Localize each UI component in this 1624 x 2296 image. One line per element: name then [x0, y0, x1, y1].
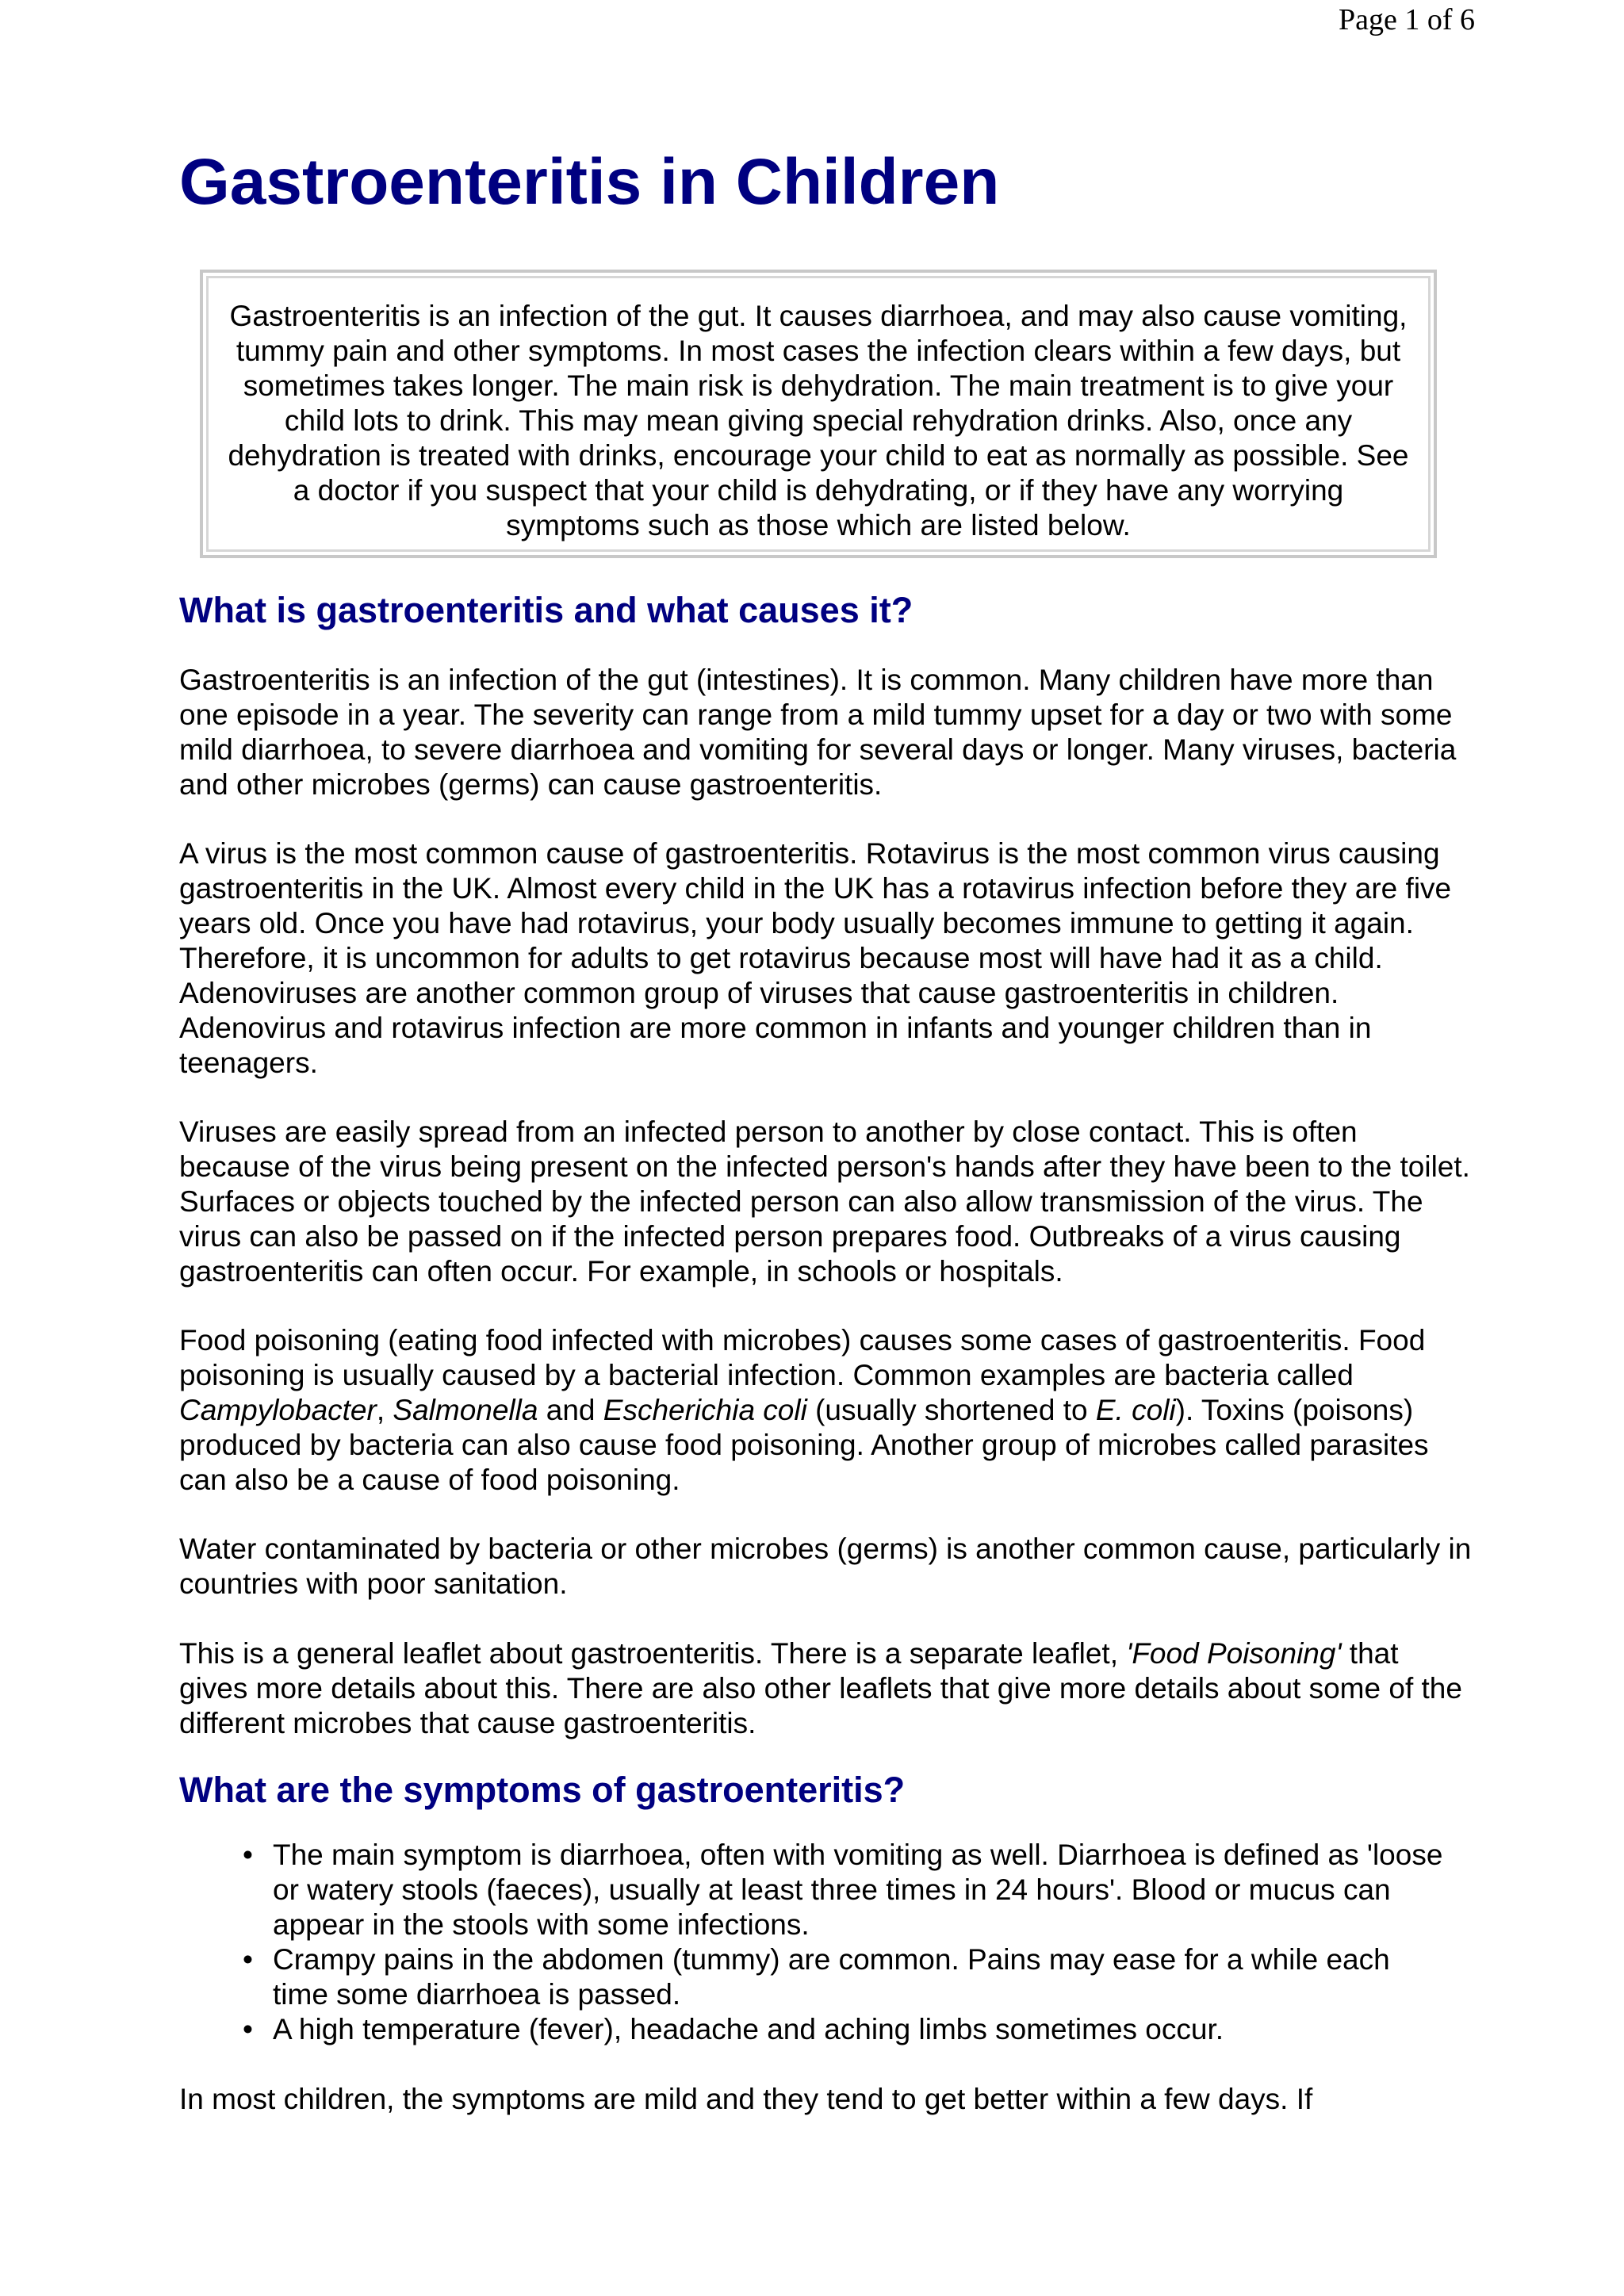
paragraph-food-poisoning [179, 1323, 1472, 1498]
term-campylobacter: Campylobacter [179, 1394, 377, 1426]
paragraph-symptoms-closing: In most children, the symptoms are mild and they tend to get better within a few days. If [179, 2083, 1313, 2115]
text-run: This is a general leaflet about gastroenteritis. There is a separate leaflet, [179, 1637, 1127, 1670]
text-run: ). Toxins (poisons) produced by bacteria can also cause food poisoning. Another group of microbes called parasites can also be a cause of food poisoning. [179, 1394, 1429, 1496]
leaflet-title: 'Food Poisoning' [1126, 1637, 1342, 1670]
paragraph-causes-3: Viruses are easily spread from an infected person to another by close contact. This is often because of the virus being present on the infected person's hands after they have been to the toilet. Surfaces or objects touched by the infected person can also allow transmission of the virus. The virus can also be passed on if the infected person prepares food. Outbreaks of a virus causing gastroenteritis can often occur. For example, in schools or hospitals. [179, 1115, 1470, 1288]
term-salmonella: Salmonella [393, 1394, 538, 1426]
paragraph-causes-2: A virus is the most common cause of gastroenteritis. Rotavirus is the most common virus causing gastroenteritis in the UK. Almost every child in the UK has a rotavirus infection before they are five years old. Once you have had rotavirus, your body usually becomes immune to getting it again. Therefore, it is uncommon for adults to get rotavirus because most will have had it as a child. Adenoviruses are another common group of viruses that cause gastroenteritis in children. Adenovirus and rotavirus infection are more common in infants and younger children than in teenagers. [179, 837, 1452, 1079]
paragraph-causes-1: Gastroenteritis is an infection of the gut (intestines). It is common. Many children have more than one episode in a year. The severity can range from a mild tummy upset for a day or two with some mild diarrhoea, to severe diarrhoea and vomiting for several days or longer. Many viruses, bacteria and other microbes (germs) can cause gastroenteritis. [179, 664, 1457, 801]
term-escherichia-coli: Escherichia coli [603, 1394, 807, 1426]
summary-text: Gastroenteritis is an infection of the gut. It causes diarrhoea, and may also cause vomiting, tummy pain and other symptoms. In most cases the infection clears within a few days, but sometimes takes longer. The main risk is dehydration. The main treatment is to give your child lots to drink. This may mean giving special rehydration drinks. Also, once any dehydration is treated with drinks, encourage your child to eat as normally as possible. See a doctor if you suspect that your child is dehydrating, or if they have any worrying symptoms such as those which are listed below. [206, 276, 1431, 552]
text-run: Food poisoning (eating food infected with microbes) causes some cases of gastroenteritis. Food poisoning is usually caused by a bacterial infection. Common examples are bacteria called [179, 1324, 1426, 1391]
list-item-text: A high temperature (fever), headache and aching limbs sometimes occur. [273, 2013, 1224, 2045]
list-item [179, 2012, 1448, 2047]
text-run: and [538, 1394, 603, 1426]
text-run: that gives more details about this. There are also other leaflets that give more details about some of the different microbes that cause gastroenteritis. [179, 1637, 1462, 1739]
bullet-icon: • [243, 1943, 253, 1976]
list-item-text: The main symptom is diarrhoea, often with vomiting as well. Diarrhoea is defined as 'loose or watery stools (faeces), usually at least three times in 24 hours'. Blood or mucus can appear in the stools with some infections. [273, 1839, 1443, 1941]
section-heading-causes: What is gastroenteritis and what causes it? [179, 590, 914, 630]
list-item [179, 1838, 1448, 1942]
page-title: Gastroenteritis in Children [179, 146, 1000, 218]
paragraph-leaflet [179, 1636, 1472, 1741]
symptoms-list [179, 1838, 1448, 2047]
page-number: Page 1 of 6 [1338, 3, 1475, 36]
list-item [179, 1942, 1448, 2012]
section-heading-symptoms: What are the symptoms of gastroenteritis? [179, 1770, 906, 1810]
text-run: , [376, 1394, 393, 1426]
bullet-icon: • [243, 1839, 253, 1871]
paragraph-water: Water contaminated by bacteria or other microbes (germs) is another common cause, particularly in countries with poor sanitation. [179, 1533, 1472, 1600]
list-item-text: Crampy pains in the abdomen (tummy) are common. Pains may ease for a while each time some diarrhoea is passed. [273, 1943, 1390, 2011]
bullet-icon: • [243, 2013, 253, 2045]
term-e-coli: E. coli [1095, 1394, 1176, 1426]
text-run: (usually shortened to [806, 1394, 1096, 1426]
summary-box [200, 270, 1437, 558]
